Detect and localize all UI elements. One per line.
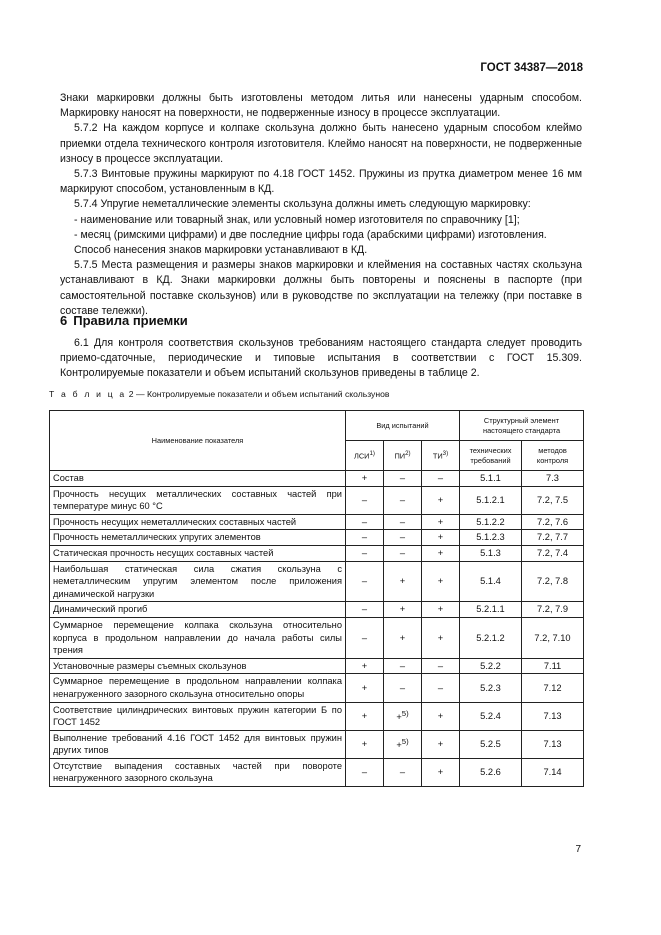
cell-method: 7.2, 7.8 (522, 561, 584, 602)
cell-method: 7.2, 7.6 (522, 514, 584, 530)
table-row (50, 561, 584, 602)
cell-method: 7.13 (522, 702, 584, 730)
table-row (50, 730, 584, 758)
header-struct-element: Структурный элемент настоящего стандарта (460, 411, 584, 441)
cell-lsi: + (346, 730, 384, 758)
cell-method: 7.14 (522, 758, 584, 786)
header-name: Наименование показателя (50, 411, 346, 471)
cell-pi: +$^{5)}$ (384, 730, 422, 758)
indicators-table (49, 410, 584, 787)
cell-tech-req: 5.2.4 (460, 702, 522, 730)
paragraph: 5.7.2 На каждом корпусе и колпаке скользуна должно быть нанесено ударным способом клеймо приемки отдела технического контроля изготовителя. Клеймо наносят на поверхности, не подверженные износу в процессе эксплуатации. (60, 122, 582, 165)
header-test-types: Вид испытаний (346, 411, 460, 441)
cell-lsi: – (346, 758, 384, 786)
cell-lsi: + (346, 702, 384, 730)
paragraph: - месяц (римскими цифрами) и две последние цифры года (арабскими цифрами) изготовления. (74, 228, 547, 241)
cell-method: 7.2, 7.9 (522, 602, 584, 618)
cell-name: Статическая прочность несущих составных частей (50, 545, 346, 561)
table-row (50, 617, 584, 658)
header-pi: ПИ$^{2)}$ (384, 441, 422, 471)
cell-name: Состав (50, 471, 346, 487)
cell-lsi: + (346, 674, 384, 702)
cell-name: Отсутствие выпадения составных частей при повороте ненагруженного зазорного скользуна (50, 758, 346, 786)
cell-lsi: + (346, 471, 384, 487)
cell-pi: + (384, 602, 422, 618)
cell-tech-req: 5.2.1.1 (460, 602, 522, 618)
cell-ti: + (422, 486, 460, 514)
table-caption (49, 389, 389, 399)
paragraph: Знаки маркировки должны быть изготовлены методом литья или нанесены ударным способом. Маркировку наносят на поверхности, не подверженные износу в процессе эксплуатации. (60, 92, 582, 120)
cell-name: Прочность несущих металлических составных частей при температуре минус 60 °С (50, 486, 346, 514)
header-ti: ТИ$^{3)}$ (422, 441, 460, 471)
cell-name: Прочность несущих неметаллических составных частей (50, 514, 346, 530)
cell-pi: – (384, 674, 422, 702)
page-number: 7 (575, 844, 581, 855)
paragraph: 5.7.4 Упругие неметаллические элементы скользуна должны иметь следующую маркировку: (74, 198, 531, 211)
cell-pi: – (384, 545, 422, 561)
cell-pi: – (384, 486, 422, 514)
cell-name: Суммарное перемещение в продольном направлении колпака ненагруженного зазорного скользуна относительно опоры (50, 674, 346, 702)
cell-lsi: – (346, 602, 384, 618)
paragraph: 5.7.3 Винтовые пружины маркируют по 4.18 ГОСТ 1452. Пружины из прутка диаметром менее 16 мм маркируют способом, установленным в КД. (60, 168, 582, 196)
cell-lsi: – (346, 561, 384, 602)
cell-pi: – (384, 471, 422, 487)
cell-ti: + (422, 702, 460, 730)
cell-name: Прочность неметаллических упругих элементов (50, 530, 346, 546)
cell-ti: + (422, 545, 460, 561)
table-row (50, 674, 584, 702)
cell-ti: – (422, 674, 460, 702)
paragraph: Способ нанесения знаков маркировки устанавливают в КД. (74, 244, 368, 257)
cell-ti: + (422, 730, 460, 758)
document-code: ГОСТ 34387—2018 (480, 62, 583, 74)
cell-lsi: + (346, 658, 384, 674)
cell-name: Соответствие цилиндрических винтовых пружин категории Б по ГОСТ 1452 (50, 702, 346, 730)
cell-tech-req: 5.2.1.2 (460, 617, 522, 658)
cell-name: Наибольшая статическая сила сжатия скользуна с неметаллическим упругим элементом после приложения динамической нагрузки (50, 561, 346, 602)
cell-pi: +$^{5)}$ (384, 702, 422, 730)
table-row (50, 486, 584, 514)
cell-pi: + (384, 561, 422, 602)
section-text (60, 336, 582, 382)
table-row (50, 658, 584, 674)
cell-pi: – (384, 530, 422, 546)
cell-lsi: – (346, 486, 384, 514)
cell-tech-req: 5.1.1 (460, 471, 522, 487)
cell-method: 7.2, 7.4 (522, 545, 584, 561)
table-row (50, 602, 584, 618)
cell-ti: + (422, 561, 460, 602)
cell-ti: + (422, 602, 460, 618)
cell-name: Динамический прогиб (50, 602, 346, 618)
cell-tech-req: 5.1.2.2 (460, 514, 522, 530)
cell-ti: + (422, 758, 460, 786)
table-row (50, 530, 584, 546)
cell-pi: – (384, 514, 422, 530)
cell-lsi: – (346, 545, 384, 561)
cell-pi: + (384, 617, 422, 658)
body-text (60, 91, 582, 319)
cell-pi: – (384, 758, 422, 786)
cell-ti: – (422, 658, 460, 674)
cell-tech-req: 5.2.3 (460, 674, 522, 702)
cell-ti: + (422, 617, 460, 658)
cell-lsi: – (346, 617, 384, 658)
cell-tech-req: 5.2.5 (460, 730, 522, 758)
header-tech-req: технических требований (460, 441, 522, 471)
cell-lsi: – (346, 530, 384, 546)
cell-lsi: – (346, 514, 384, 530)
cell-method: 7.11 (522, 658, 584, 674)
cell-method: 7.2, 7.7 (522, 530, 584, 546)
table-row (50, 702, 584, 730)
cell-method: 7.12 (522, 674, 584, 702)
cell-name: Выполнение требований 4.16 ГОСТ 1452 для винтовых пружин других типов (50, 730, 346, 758)
paragraph: 6.1 Для контроля соответствия скользунов требованиям настоящего стандарта следует проводить приемо-сдаточные, периодические и типовые испытания в соответствии с ГОСТ 15.309. Контролируемые показатели и объем испытаний скользунов приведены в таблице 2. (60, 337, 582, 380)
table-row (50, 471, 584, 487)
cell-ti: + (422, 530, 460, 546)
cell-ti: + (422, 514, 460, 530)
cell-ti: – (422, 471, 460, 487)
cell-tech-req: 5.1.2.1 (460, 486, 522, 514)
cell-pi: – (384, 658, 422, 674)
cell-method: 7.2, 7.10 (522, 617, 584, 658)
cell-method: 7.2, 7.5 (522, 486, 584, 514)
cell-tech-req: 5.1.2.3 (460, 530, 522, 546)
table-caption-label: Т а б л и ц а (49, 389, 127, 399)
section-heading (60, 313, 188, 328)
cell-tech-req: 5.2.6 (460, 758, 522, 786)
cell-tech-req: 5.1.3 (460, 545, 522, 561)
table-row (50, 514, 584, 530)
table-row (50, 758, 584, 786)
cell-method: 7.13 (522, 730, 584, 758)
cell-method: 7.3 (522, 471, 584, 487)
section-title: Правила приемки (73, 313, 188, 328)
paragraph: 5.7.5 Места размещения и размеры знаков маркировки и клеймения на составных частях скользуна устанавливают в КД. Знаки маркировки должны быть повторены и пояснены в паспорте (при самостоятельной поставке скользунов) или в руководстве по эксплуатации на тележку (при поставке в составе тележки). (60, 259, 582, 317)
header-methods: методов контроля (522, 441, 584, 471)
paragraph: - наименование или товарный знак, или условный номер изготовителя по справочнику [1]; (74, 213, 520, 226)
table-row (50, 545, 584, 561)
header-lsi: ЛСИ$^{1)}$ (346, 441, 384, 471)
table-caption-text: 2 — Контролируемые показатели и объем испытаний скользунов (128, 389, 390, 399)
section-number: 6 (60, 313, 68, 328)
cell-name: Суммарное перемещение колпака скользуна относительно корпуса в продольном направлении до начала работы силы трения (50, 617, 346, 658)
cell-tech-req: 5.1.4 (460, 561, 522, 602)
cell-name: Установочные размеры съемных скользунов (50, 658, 346, 674)
cell-tech-req: 5.2.2 (460, 658, 522, 674)
